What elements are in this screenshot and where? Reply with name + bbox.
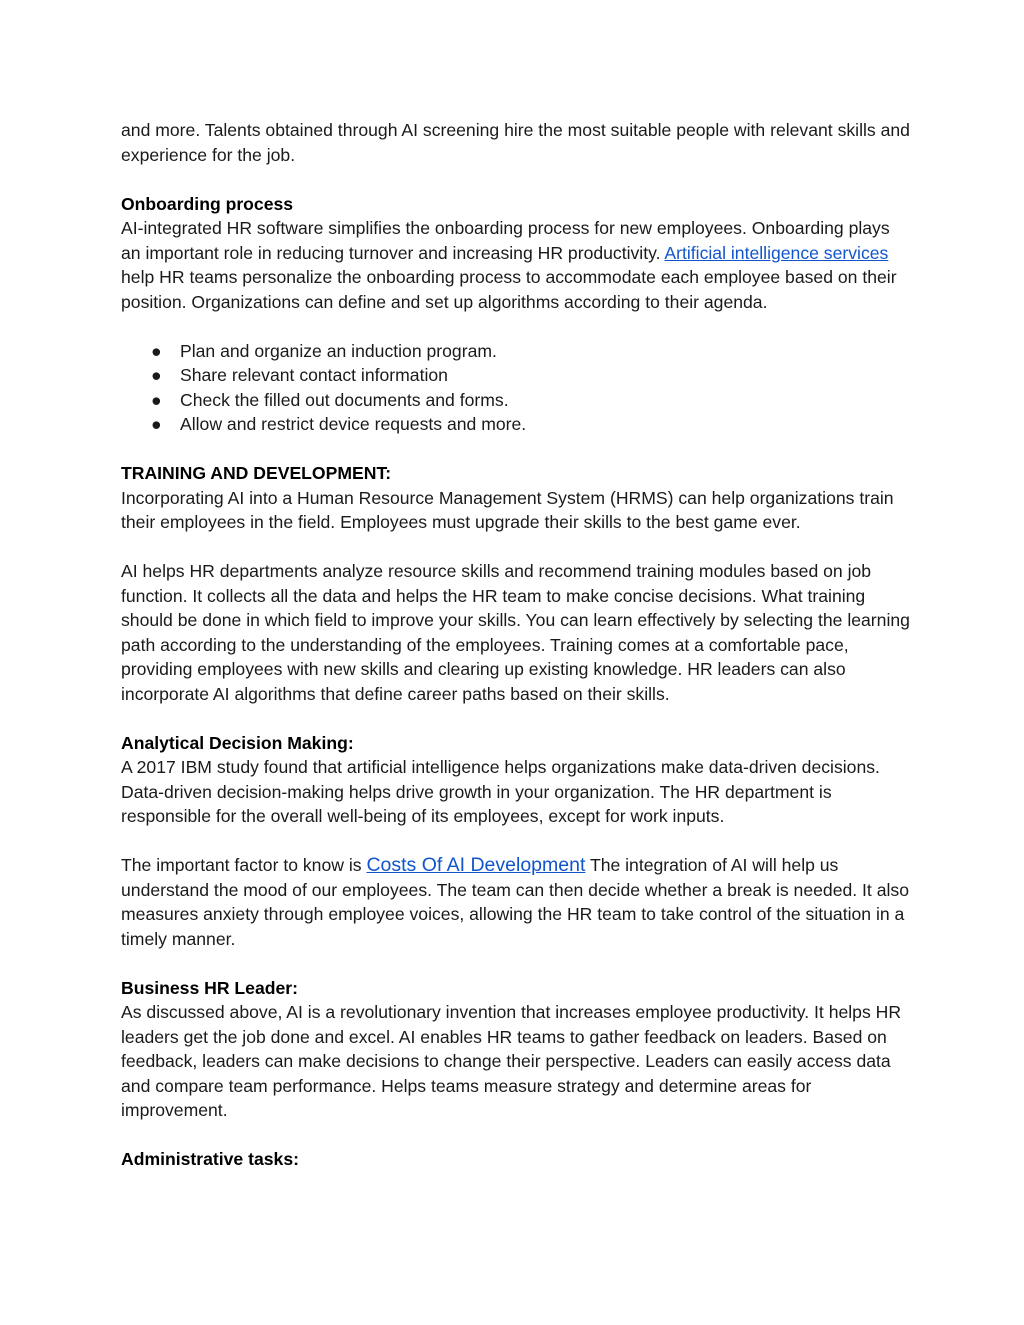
bullet-icon: ● bbox=[151, 414, 162, 434]
administrative-heading: Administrative tasks: bbox=[121, 1149, 299, 1169]
training-section bbox=[121, 461, 911, 706]
costs-of-ai-development-link[interactable]: Costs Of AI Development bbox=[366, 854, 586, 876]
list-item-text: Check the filled out documents and forms. bbox=[180, 389, 509, 410]
artificial-intelligence-services-link[interactable]: Artificial intelligence services bbox=[664, 242, 889, 263]
onboarding-bullet-list bbox=[121, 339, 911, 437]
business-paragraph: As discussed above, AI is a revolutionary invention that increases employee productivity. It helps HR leaders get the job done and excel. AI enables HR teams to gather feedback on leaders. Based on feedback, leaders can make decisions to change their perspective. Leaders can easily access data and compare team performance. Helps teams measure strategy and determine areas for improvement. bbox=[121, 1002, 902, 1120]
list-item-text: Allow and restrict device requests and more. bbox=[180, 414, 527, 434]
analytical-section bbox=[121, 731, 911, 952]
list-item bbox=[121, 363, 911, 388]
analytical-text-before-link: The important factor to know is bbox=[121, 855, 367, 875]
analytical-paragraph-2 bbox=[121, 853, 911, 951]
onboarding-heading: Onboarding process bbox=[121, 193, 294, 214]
document-page bbox=[121, 118, 911, 1172]
bullet-icon: ● bbox=[151, 365, 162, 385]
onboarding-paragraph bbox=[121, 216, 911, 314]
training-paragraph-1: Incorporating AI into a Human Resource Management System (HRMS) can help organizations train their employees in the field. Employees must upgrade their skills to the best game ever. bbox=[121, 487, 894, 532]
bullet-icon: ● bbox=[151, 389, 162, 410]
training-paragraph-2: AI helps HR departments analyze resource skills and recommend training modules based on job function. It collects all the data and helps the HR team to make concise decisions. What training should be done in which field to improve your skills. You can learn effectively by selecting the learning path according to the understanding of the employees. Training comes at a comfortable pace, providing employees with new skills and clearing up existing knowledge. HR leaders can also incorporate AI algorithms that define career paths based on their skills. bbox=[121, 561, 910, 704]
onboarding-text-before-link: AI-integrated HR software simplifies the onboarding process for new employees. Onboarding plays an important role in reducing turnover and increasing HR productivity. bbox=[121, 218, 890, 263]
list-item-text: Plan and organize an induction program. bbox=[180, 340, 497, 361]
business-heading: Business HR Leader: bbox=[121, 977, 298, 998]
analytical-paragraph-1: A 2017 IBM study found that artificial intelligence helps organizations make data-driven decisions. Data-driven decision-making helps drive growth in your organization. The HR department is responsible for the overall well-being of its employees, except for work inputs. bbox=[121, 757, 880, 826]
onboarding-text-after-link: help HR teams personalize the onboarding process to accommodate each employee based on their position. Organizations can define and set up algorithms according to their agenda. bbox=[121, 267, 897, 312]
list-item bbox=[121, 339, 911, 364]
list-item bbox=[121, 412, 911, 437]
analytical-text-after-link: The integration of AI will help us understand the mood of our employees. The team can then decide whether a break is needed. It also measures anxiety through employee voices, allowing the HR team to take control of the situation in a timely manner. bbox=[121, 855, 909, 949]
bullet-icon: ● bbox=[151, 340, 162, 361]
intro-paragraph: and more. Talents obtained through AI screening hire the most suitable people with relevant skills and experience for the job. bbox=[121, 120, 910, 165]
business-section bbox=[121, 976, 911, 1123]
training-heading: TRAINING AND DEVELOPMENT: bbox=[121, 463, 392, 483]
analytical-heading: Analytical Decision Making: bbox=[121, 732, 354, 753]
list-item bbox=[121, 388, 911, 413]
administrative-section bbox=[121, 1147, 911, 1172]
onboarding-section bbox=[121, 192, 911, 437]
list-item-text: Share relevant contact information bbox=[180, 365, 448, 385]
